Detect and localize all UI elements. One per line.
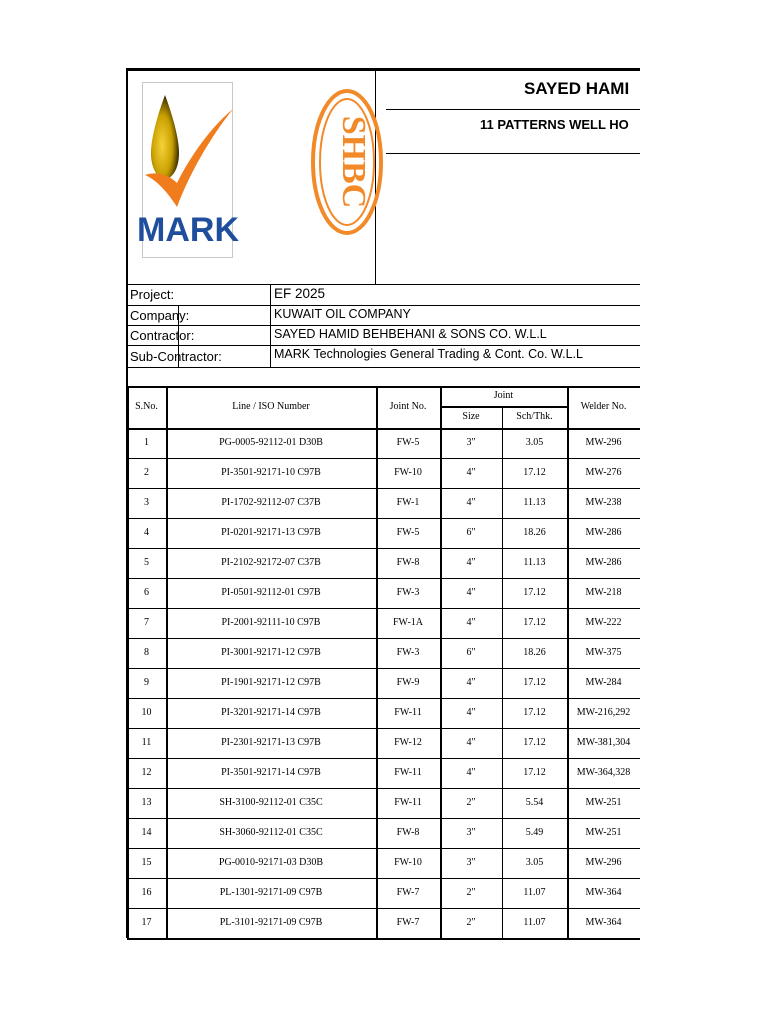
cell-size: 2" — [466, 887, 476, 898]
cell-sno: 12 — [141, 767, 152, 778]
cell-sno: 15 — [141, 857, 152, 868]
cell-welder-no: MW-364,328 — [576, 767, 631, 778]
cell-joint-no: FW-3 — [396, 587, 420, 598]
cell-joint-no: FW-10 — [394, 467, 422, 478]
cell-line-iso: PI-0501-92112-01 C97B — [221, 587, 321, 598]
cell-joint-no: FW-9 — [396, 677, 420, 688]
cell-joint-no: FW-12 — [394, 737, 422, 748]
cell-sch-thk: 17.12 — [523, 617, 546, 628]
cell-sno: 4 — [144, 527, 149, 538]
cell-size: 3" — [466, 857, 476, 868]
cell-joint-no: FW-5 — [396, 527, 420, 538]
cell-joint-no: FW-7 — [396, 917, 420, 928]
cell-sno: 3 — [144, 497, 149, 508]
info-label-company: Company: — [130, 308, 190, 323]
cell-sno: 13 — [141, 797, 152, 808]
cell-joint-no: FW-7 — [396, 887, 420, 898]
cell-welder-no: MW-276 — [585, 467, 622, 478]
header-joint: Joint — [493, 390, 514, 401]
cell-line-iso: PI-1901-92171-12 C97B — [221, 677, 321, 688]
cell-size: 2" — [466, 797, 476, 808]
cell-joint-no: FW-11 — [394, 797, 422, 808]
document-subtitle: 11 PATTERNS WELL HO — [480, 117, 629, 132]
info-label-contractor: Contractor: — [130, 328, 195, 343]
cell-joint-no: FW-11 — [394, 767, 422, 778]
cell-welder-no: MW-238 — [585, 497, 622, 508]
cell-sno: 6 — [144, 587, 149, 598]
cell-sch-thk: 11.13 — [523, 557, 546, 568]
cell-joint-no: FW-5 — [396, 437, 420, 448]
cell-line-iso: PI-3501-92171-10 C97B — [221, 467, 321, 478]
header-sno: S.No. — [135, 401, 158, 412]
cell-sno: 8 — [144, 647, 149, 658]
header-line-iso: Line / ISO Number — [232, 401, 310, 412]
cell-size: 3" — [466, 437, 476, 448]
company-title: SAYED HAMI — [524, 79, 630, 98]
cell-size: 4" — [466, 677, 476, 688]
cell-welder-no: MW-216,292 — [576, 707, 631, 718]
cell-welder-no: MW-218 — [585, 587, 622, 598]
mark-logo-text: MARK — [137, 211, 239, 249]
cell-line-iso: SH-3060-92112-01 C35C — [219, 827, 323, 838]
cell-welder-no: MW-251 — [585, 797, 622, 808]
cell-welder-no: MW-364 — [585, 917, 622, 928]
cell-sno: 16 — [141, 887, 152, 898]
cell-line-iso: PI-3201-92171-14 C97B — [221, 707, 321, 718]
cell-welder-no: MW-296 — [585, 857, 622, 868]
cell-sch-thk: 18.26 — [523, 527, 546, 538]
row-divider — [127, 938, 640, 940]
cell-joint-no: FW-1A — [393, 617, 423, 628]
info-label-project: Project: — [130, 287, 175, 302]
cell-size: 4" — [466, 587, 476, 598]
cell-sno: 17 — [141, 917, 152, 928]
cell-size: 6" — [466, 527, 476, 538]
cell-sch-thk: 17.12 — [523, 707, 546, 718]
cell-size: 4" — [466, 707, 476, 718]
cell-welder-no: MW-375 — [585, 647, 622, 658]
shbc-logo-text: SHBC — [335, 115, 372, 209]
cell-line-iso: PG-0005-92112-01 D30B — [219, 437, 323, 448]
cell-line-iso: PI-2001-92111-10 C97B — [221, 617, 321, 628]
cell-sch-thk: 17.12 — [523, 767, 546, 778]
cell-joint-no: FW-11 — [394, 707, 422, 718]
cell-sno: 1 — [144, 437, 149, 448]
cell-sno: 9 — [144, 677, 149, 688]
cell-line-iso: PL-3101-92171-09 C97B — [219, 917, 323, 928]
cell-sch-thk: 17.12 — [523, 677, 546, 688]
cell-sch-thk: 17.12 — [523, 737, 546, 748]
cell-welder-no: MW-286 — [585, 557, 622, 568]
info-value-project: EF 2025 — [274, 286, 326, 301]
cell-line-iso: SH-3100-92112-01 C35C — [219, 797, 323, 808]
info-value-company: KUWAIT OIL COMPANY — [274, 307, 411, 321]
header-joint-no: Joint No. — [389, 401, 427, 412]
cell-line-iso: PL-1301-92171-09 C97B — [219, 887, 323, 898]
cell-sch-thk: 3.05 — [525, 437, 544, 448]
info-value-subcontractor: MARK Technologies General Trading & Cont. Co. W.L.L — [274, 347, 583, 361]
cell-sch-thk: 11.07 — [523, 917, 546, 928]
cell-line-iso: PI-2102-92172-07 C37B — [221, 557, 321, 568]
cell-size: 2" — [466, 917, 476, 928]
cell-line-iso: PI-2301-92171-13 C97B — [221, 737, 321, 748]
cell-sch-thk: 17.12 — [523, 587, 546, 598]
cell-joint-no: FW-1 — [396, 497, 420, 508]
cell-sch-thk: 18.26 — [523, 647, 546, 658]
cell-line-iso: PI-3001-92171-12 C97B — [221, 647, 321, 658]
cell-welder-no: MW-251 — [585, 827, 622, 838]
cell-sno: 10 — [141, 707, 152, 718]
cell-sno: 14 — [141, 827, 152, 838]
cell-size: 3" — [466, 827, 476, 838]
cell-welder-no: MW-364 — [585, 887, 622, 898]
cell-sch-thk: 11.13 — [523, 497, 546, 508]
cell-size: 4" — [466, 497, 476, 508]
header-size: Size — [462, 411, 480, 422]
cell-sno: 11 — [141, 737, 152, 748]
cell-welder-no: MW-296 — [585, 437, 622, 448]
cell-joint-no: FW-10 — [394, 857, 422, 868]
info-value-contractor: SAYED HAMID BEHBEHANI & SONS CO. W.L.L — [274, 327, 547, 341]
cell-line-iso: PI-0201-92171-13 C97B — [221, 527, 321, 538]
cell-sch-thk: 11.07 — [523, 887, 546, 898]
cell-size: 6" — [466, 647, 476, 658]
cell-line-iso: PI-3501-92171-14 C97B — [221, 767, 321, 778]
cell-welder-no: MW-286 — [585, 527, 622, 538]
header-welder-no: Welder No. — [580, 401, 627, 412]
cell-sno: 5 — [144, 557, 149, 568]
cell-welder-no: MW-222 — [585, 617, 622, 628]
cell-joint-no: FW-8 — [396, 557, 420, 568]
info-label-subcontractor: Sub-Contractor: — [130, 349, 222, 364]
cell-sch-thk: 17.12 — [523, 467, 546, 478]
cell-line-iso: PG-0010-92171-03 D30B — [218, 857, 324, 868]
cell-size: 4" — [466, 617, 476, 628]
cell-joint-no: FW-3 — [396, 647, 420, 658]
cell-size: 4" — [466, 557, 476, 568]
cell-sch-thk: 3.05 — [525, 857, 544, 868]
cell-welder-no: MW-284 — [585, 677, 622, 688]
cell-size: 4" — [466, 467, 476, 478]
cell-sno: 2 — [144, 467, 149, 478]
cell-sch-thk: 5.49 — [525, 827, 544, 838]
cell-welder-no: MW-381,304 — [576, 737, 631, 748]
header-sch-thk: Sch/Thk. — [516, 411, 553, 422]
cell-size: 4" — [466, 737, 476, 748]
cell-sno: 7 — [144, 617, 149, 628]
cell-line-iso: PI-1702-92112-07 C37B — [221, 497, 321, 508]
cell-sch-thk: 5.54 — [525, 797, 544, 808]
cell-size: 4" — [466, 767, 476, 778]
cell-joint-no: FW-8 — [396, 827, 420, 838]
